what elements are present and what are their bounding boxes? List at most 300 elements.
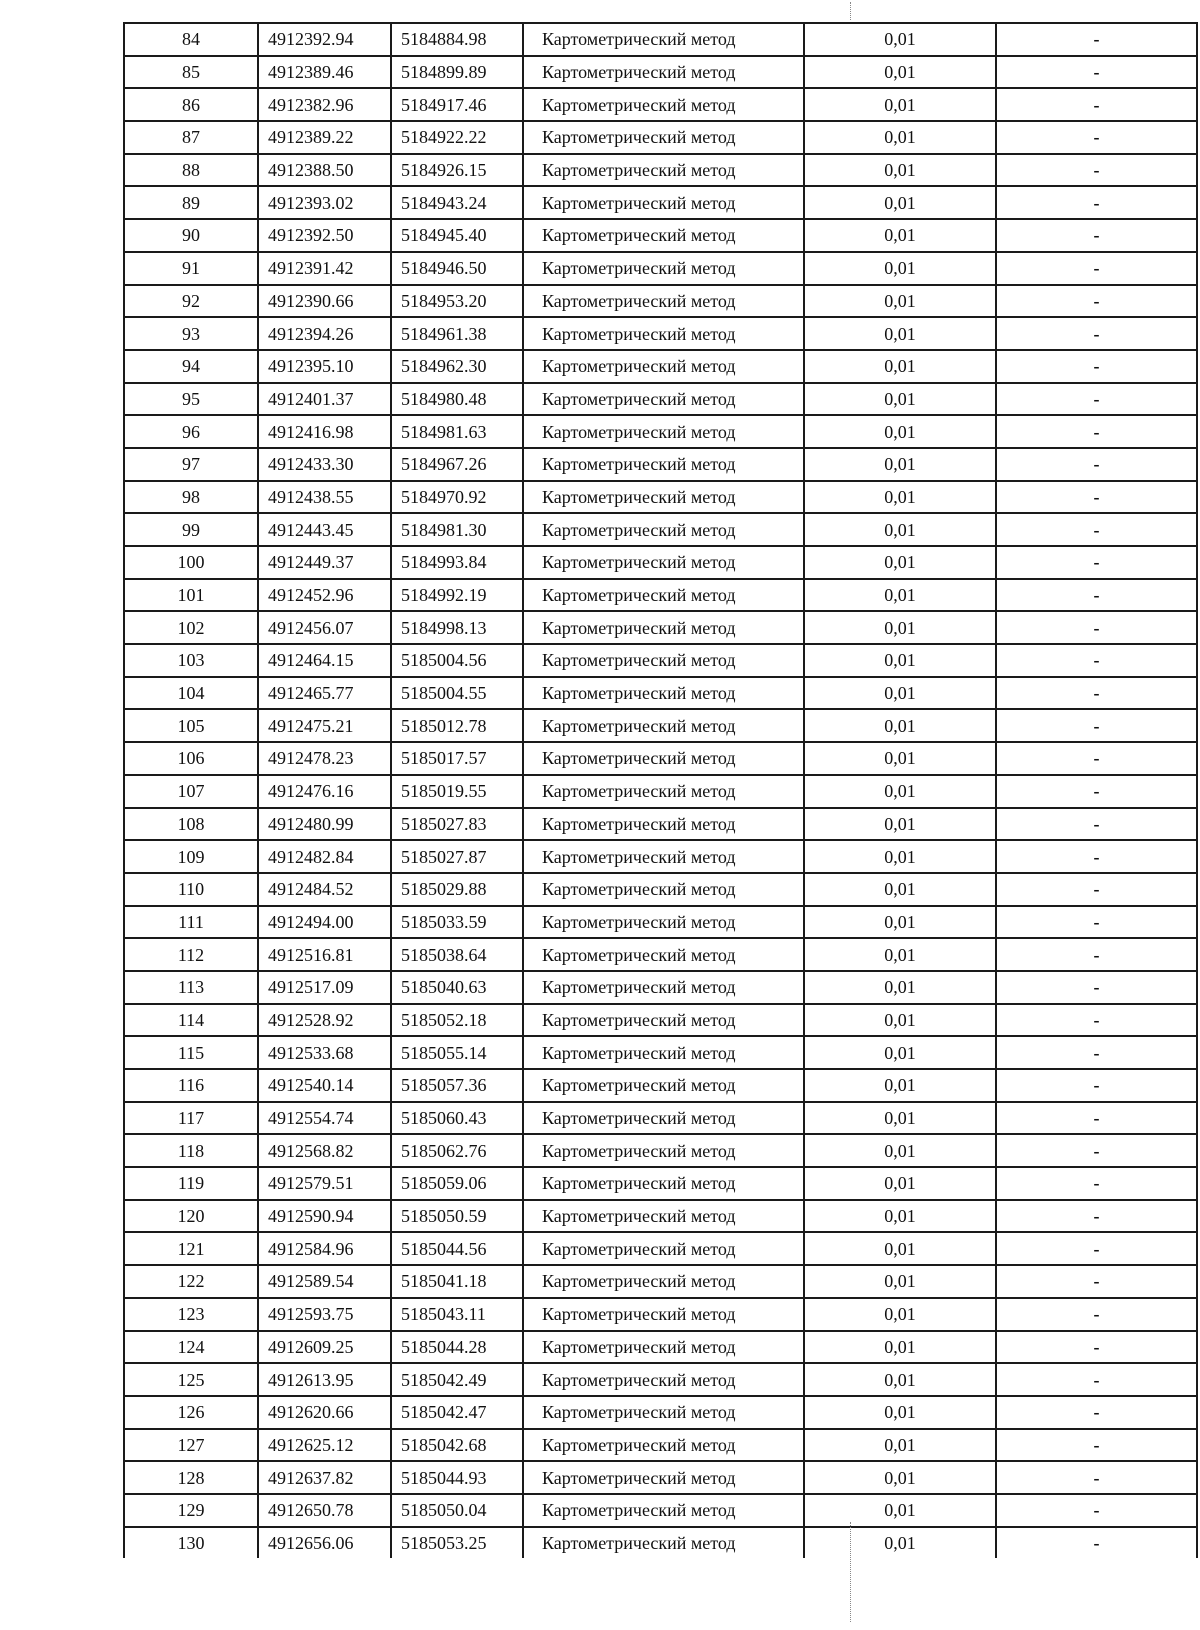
table-row xyxy=(124,971,1197,1004)
table-row xyxy=(124,873,1197,906)
table-row xyxy=(124,219,1197,252)
table-row xyxy=(124,1134,1197,1167)
method-cell: Картометрический метод xyxy=(523,906,804,939)
table-row xyxy=(124,775,1197,808)
method-cell: Картометрический метод xyxy=(523,317,804,350)
y-coordinate-cell: 5184945.40 xyxy=(391,219,523,252)
precision-cell: 0,01 xyxy=(804,186,996,219)
precision-cell: 0,01 xyxy=(804,285,996,318)
point-number-cell: 125 xyxy=(124,1363,258,1396)
method-cell: Картометрический метод xyxy=(523,1200,804,1233)
x-coordinate-cell: 4912392.50 xyxy=(258,219,391,252)
method-cell: Картометрический метод xyxy=(523,481,804,514)
note-cell: - xyxy=(996,1069,1197,1102)
precision-cell: 0,01 xyxy=(804,906,996,939)
y-coordinate-cell: 5185043.11 xyxy=(391,1298,523,1331)
table-row xyxy=(124,1298,1197,1331)
note-cell: - xyxy=(996,1167,1197,1200)
note-cell: - xyxy=(996,742,1197,775)
method-cell: Картометрический метод xyxy=(523,88,804,121)
method-cell: Картометрический метод xyxy=(523,1396,804,1429)
x-coordinate-cell: 4912390.66 xyxy=(258,285,391,318)
method-cell: Картометрический метод xyxy=(523,23,804,56)
y-coordinate-cell: 5184899.89 xyxy=(391,56,523,89)
point-number-cell: 111 xyxy=(124,906,258,939)
point-number-cell: 85 xyxy=(124,56,258,89)
x-coordinate-cell: 4912388.50 xyxy=(258,154,391,187)
point-number-cell: 97 xyxy=(124,448,258,481)
point-number-cell: 100 xyxy=(124,546,258,579)
table-row xyxy=(124,1461,1197,1494)
x-coordinate-cell: 4912590.94 xyxy=(258,1200,391,1233)
table-row xyxy=(124,513,1197,546)
point-number-cell: 87 xyxy=(124,121,258,154)
method-cell: Картометрический метод xyxy=(523,1134,804,1167)
x-coordinate-cell: 4912482.84 xyxy=(258,840,391,873)
method-cell: Картометрический метод xyxy=(523,742,804,775)
note-cell: - xyxy=(996,154,1197,187)
note-cell: - xyxy=(996,1429,1197,1462)
point-number-cell: 93 xyxy=(124,317,258,350)
note-cell: - xyxy=(996,546,1197,579)
method-cell: Картометрический метод xyxy=(523,350,804,383)
precision-cell: 0,01 xyxy=(804,383,996,416)
precision-cell: 0,01 xyxy=(804,56,996,89)
y-coordinate-cell: 5185004.55 xyxy=(391,677,523,710)
table-row xyxy=(124,1527,1197,1559)
method-cell: Картометрический метод xyxy=(523,938,804,971)
table-row xyxy=(124,350,1197,383)
point-number-cell: 92 xyxy=(124,285,258,318)
note-cell: - xyxy=(996,1461,1197,1494)
x-coordinate-cell: 4912391.42 xyxy=(258,252,391,285)
y-coordinate-cell: 5184992.19 xyxy=(391,579,523,612)
x-coordinate-cell: 4912637.82 xyxy=(258,1461,391,1494)
y-coordinate-cell: 5185012.78 xyxy=(391,709,523,742)
precision-cell: 0,01 xyxy=(804,1298,996,1331)
y-coordinate-cell: 5185060.43 xyxy=(391,1102,523,1135)
note-cell: - xyxy=(996,513,1197,546)
x-coordinate-cell: 4912609.25 xyxy=(258,1331,391,1364)
note-cell: - xyxy=(996,1298,1197,1331)
point-number-cell: 123 xyxy=(124,1298,258,1331)
precision-cell: 0,01 xyxy=(804,579,996,612)
point-number-cell: 112 xyxy=(124,938,258,971)
point-number-cell: 91 xyxy=(124,252,258,285)
table-row xyxy=(124,611,1197,644)
point-number-cell: 101 xyxy=(124,579,258,612)
precision-cell: 0,01 xyxy=(804,1134,996,1167)
table-row xyxy=(124,840,1197,873)
precision-cell: 0,01 xyxy=(804,1069,996,1102)
point-number-cell: 105 xyxy=(124,709,258,742)
y-coordinate-cell: 5185033.59 xyxy=(391,906,523,939)
table-row xyxy=(124,1167,1197,1200)
method-cell: Картометрический метод xyxy=(523,1429,804,1462)
note-cell: - xyxy=(996,415,1197,448)
y-coordinate-cell: 5185004.56 xyxy=(391,644,523,677)
method-cell: Картометрический метод xyxy=(523,1069,804,1102)
note-cell: - xyxy=(996,873,1197,906)
y-coordinate-cell: 5185062.76 xyxy=(391,1134,523,1167)
point-number-cell: 106 xyxy=(124,742,258,775)
note-cell: - xyxy=(996,1494,1197,1527)
method-cell: Картометрический метод xyxy=(523,709,804,742)
x-coordinate-cell: 4912650.78 xyxy=(258,1494,391,1527)
y-coordinate-cell: 5185044.56 xyxy=(391,1232,523,1265)
y-coordinate-cell: 5185029.88 xyxy=(391,873,523,906)
x-coordinate-cell: 4912456.07 xyxy=(258,611,391,644)
note-cell: - xyxy=(996,709,1197,742)
method-cell: Картометрический метод xyxy=(523,448,804,481)
precision-cell: 0,01 xyxy=(804,1331,996,1364)
precision-cell: 0,01 xyxy=(804,546,996,579)
method-cell: Картометрический метод xyxy=(523,121,804,154)
table-row xyxy=(124,1232,1197,1265)
method-cell: Картометрический метод xyxy=(523,252,804,285)
x-coordinate-cell: 4912613.95 xyxy=(258,1363,391,1396)
table-row xyxy=(124,481,1197,514)
table-row xyxy=(124,56,1197,89)
x-coordinate-cell: 4912517.09 xyxy=(258,971,391,1004)
point-number-cell: 94 xyxy=(124,350,258,383)
method-cell: Картометрический метод xyxy=(523,1298,804,1331)
method-cell: Картометрический метод xyxy=(523,677,804,710)
precision-cell: 0,01 xyxy=(804,938,996,971)
y-coordinate-cell: 5184981.63 xyxy=(391,415,523,448)
x-coordinate-cell: 4912382.96 xyxy=(258,88,391,121)
method-cell: Картометрический метод xyxy=(523,1036,804,1069)
table-row xyxy=(124,285,1197,318)
method-cell: Картометрический метод xyxy=(523,644,804,677)
method-cell: Картометрический метод xyxy=(523,546,804,579)
y-coordinate-cell: 5185050.59 xyxy=(391,1200,523,1233)
x-coordinate-cell: 4912656.06 xyxy=(258,1527,391,1559)
precision-cell: 0,01 xyxy=(804,448,996,481)
point-number-cell: 121 xyxy=(124,1232,258,1265)
note-cell: - xyxy=(996,1396,1197,1429)
point-number-cell: 86 xyxy=(124,88,258,121)
point-number-cell: 119 xyxy=(124,1167,258,1200)
y-coordinate-cell: 5185019.55 xyxy=(391,775,523,808)
x-coordinate-cell: 4912484.52 xyxy=(258,873,391,906)
point-number-cell: 126 xyxy=(124,1396,258,1429)
table-row xyxy=(124,1102,1197,1135)
precision-cell: 0,01 xyxy=(804,317,996,350)
note-cell: - xyxy=(996,285,1197,318)
y-coordinate-cell: 5184917.46 xyxy=(391,88,523,121)
point-number-cell: 127 xyxy=(124,1429,258,1462)
y-coordinate-cell: 5185057.36 xyxy=(391,1069,523,1102)
table-row xyxy=(124,1069,1197,1102)
note-cell: - xyxy=(996,1134,1197,1167)
table-row xyxy=(124,317,1197,350)
note-cell: - xyxy=(996,1102,1197,1135)
method-cell: Картометрический метод xyxy=(523,285,804,318)
table-row xyxy=(124,579,1197,612)
y-coordinate-cell: 5184943.24 xyxy=(391,186,523,219)
point-number-cell: 102 xyxy=(124,611,258,644)
precision-cell: 0,01 xyxy=(804,415,996,448)
x-coordinate-cell: 4912392.94 xyxy=(258,23,391,56)
method-cell: Картометрический метод xyxy=(523,415,804,448)
table-row xyxy=(124,23,1197,56)
table-row xyxy=(124,1363,1197,1396)
x-coordinate-cell: 4912438.55 xyxy=(258,481,391,514)
note-cell: - xyxy=(996,1527,1197,1559)
method-cell: Картометрический метод xyxy=(523,611,804,644)
note-cell: - xyxy=(996,579,1197,612)
method-cell: Картометрический метод xyxy=(523,383,804,416)
point-number-cell: 104 xyxy=(124,677,258,710)
method-cell: Картометрический метод xyxy=(523,1363,804,1396)
point-number-cell: 120 xyxy=(124,1200,258,1233)
y-coordinate-cell: 5185053.25 xyxy=(391,1527,523,1559)
precision-cell: 0,01 xyxy=(804,742,996,775)
y-coordinate-cell: 5185027.87 xyxy=(391,840,523,873)
method-cell: Картометрический метод xyxy=(523,1232,804,1265)
point-number-cell: 109 xyxy=(124,840,258,873)
precision-cell: 0,01 xyxy=(804,1396,996,1429)
x-coordinate-cell: 4912593.75 xyxy=(258,1298,391,1331)
x-coordinate-cell: 4912443.45 xyxy=(258,513,391,546)
point-number-cell: 108 xyxy=(124,808,258,841)
note-cell: - xyxy=(996,938,1197,971)
point-number-cell: 103 xyxy=(124,644,258,677)
x-coordinate-cell: 4912480.99 xyxy=(258,808,391,841)
note-cell: - xyxy=(996,611,1197,644)
x-coordinate-cell: 4912433.30 xyxy=(258,448,391,481)
precision-cell: 0,01 xyxy=(804,513,996,546)
point-number-cell: 98 xyxy=(124,481,258,514)
y-coordinate-cell: 5185042.47 xyxy=(391,1396,523,1429)
method-cell: Картометрический метод xyxy=(523,154,804,187)
x-coordinate-cell: 4912494.00 xyxy=(258,906,391,939)
y-coordinate-cell: 5184926.15 xyxy=(391,154,523,187)
table-row xyxy=(124,546,1197,579)
table-row xyxy=(124,1396,1197,1429)
point-number-cell: 88 xyxy=(124,154,258,187)
x-coordinate-cell: 4912554.74 xyxy=(258,1102,391,1135)
precision-cell: 0,01 xyxy=(804,1429,996,1462)
x-coordinate-cell: 4912540.14 xyxy=(258,1069,391,1102)
point-number-cell: 124 xyxy=(124,1331,258,1364)
y-coordinate-cell: 5184981.30 xyxy=(391,513,523,546)
method-cell: Картометрический метод xyxy=(523,513,804,546)
note-cell: - xyxy=(996,808,1197,841)
note-cell: - xyxy=(996,23,1197,56)
precision-cell: 0,01 xyxy=(804,1527,996,1559)
precision-cell: 0,01 xyxy=(804,1494,996,1527)
precision-cell: 0,01 xyxy=(804,1167,996,1200)
precision-cell: 0,01 xyxy=(804,644,996,677)
y-coordinate-cell: 5184998.13 xyxy=(391,611,523,644)
scan-dot-mark-bottom xyxy=(850,1522,852,1622)
note-cell: - xyxy=(996,1036,1197,1069)
y-coordinate-cell: 5184922.22 xyxy=(391,121,523,154)
y-coordinate-cell: 5185044.28 xyxy=(391,1331,523,1364)
note-cell: - xyxy=(996,1265,1197,1298)
x-coordinate-cell: 4912475.21 xyxy=(258,709,391,742)
x-coordinate-cell: 4912584.96 xyxy=(258,1232,391,1265)
precision-cell: 0,01 xyxy=(804,121,996,154)
x-coordinate-cell: 4912625.12 xyxy=(258,1429,391,1462)
note-cell: - xyxy=(996,644,1197,677)
note-cell: - xyxy=(996,481,1197,514)
precision-cell: 0,01 xyxy=(804,971,996,1004)
x-coordinate-cell: 4912589.54 xyxy=(258,1265,391,1298)
point-number-cell: 128 xyxy=(124,1461,258,1494)
x-coordinate-cell: 4912464.15 xyxy=(258,644,391,677)
table-row xyxy=(124,1429,1197,1462)
y-coordinate-cell: 5185044.93 xyxy=(391,1461,523,1494)
y-coordinate-cell: 5185027.83 xyxy=(391,808,523,841)
note-cell: - xyxy=(996,1363,1197,1396)
table-row xyxy=(124,1036,1197,1069)
method-cell: Картометрический метод xyxy=(523,1331,804,1364)
point-number-cell: 89 xyxy=(124,186,258,219)
method-cell: Картометрический метод xyxy=(523,873,804,906)
method-cell: Картометрический метод xyxy=(523,1265,804,1298)
method-cell: Картометрический метод xyxy=(523,1461,804,1494)
note-cell: - xyxy=(996,906,1197,939)
note-cell: - xyxy=(996,448,1197,481)
table-row xyxy=(124,448,1197,481)
y-coordinate-cell: 5185017.57 xyxy=(391,742,523,775)
x-coordinate-cell: 4912620.66 xyxy=(258,1396,391,1429)
note-cell: - xyxy=(996,1200,1197,1233)
method-cell: Картометрический метод xyxy=(523,775,804,808)
y-coordinate-cell: 5185041.18 xyxy=(391,1265,523,1298)
method-cell: Картометрический метод xyxy=(523,1494,804,1527)
note-cell: - xyxy=(996,1331,1197,1364)
x-coordinate-cell: 4912476.16 xyxy=(258,775,391,808)
table-row xyxy=(124,1200,1197,1233)
precision-cell: 0,01 xyxy=(804,611,996,644)
y-coordinate-cell: 5185040.63 xyxy=(391,971,523,1004)
y-coordinate-cell: 5184980.48 xyxy=(391,383,523,416)
x-coordinate-cell: 4912478.23 xyxy=(258,742,391,775)
table-row xyxy=(124,121,1197,154)
method-cell: Картометрический метод xyxy=(523,971,804,1004)
x-coordinate-cell: 4912394.26 xyxy=(258,317,391,350)
table-row xyxy=(124,383,1197,416)
note-cell: - xyxy=(996,1232,1197,1265)
table-row xyxy=(124,1265,1197,1298)
table-row xyxy=(124,677,1197,710)
precision-cell: 0,01 xyxy=(804,1102,996,1135)
table-row xyxy=(124,415,1197,448)
point-number-cell: 90 xyxy=(124,219,258,252)
precision-cell: 0,01 xyxy=(804,350,996,383)
method-cell: Картометрический метод xyxy=(523,808,804,841)
method-cell: Картометрический метод xyxy=(523,1527,804,1559)
precision-cell: 0,01 xyxy=(804,154,996,187)
method-cell: Картометрический метод xyxy=(523,56,804,89)
precision-cell: 0,01 xyxy=(804,840,996,873)
point-number-cell: 99 xyxy=(124,513,258,546)
point-number-cell: 130 xyxy=(124,1527,258,1559)
y-coordinate-cell: 5185050.04 xyxy=(391,1494,523,1527)
point-number-cell: 113 xyxy=(124,971,258,1004)
y-coordinate-cell: 5184970.92 xyxy=(391,481,523,514)
precision-cell: 0,01 xyxy=(804,873,996,906)
precision-cell: 0,01 xyxy=(804,23,996,56)
y-coordinate-cell: 5184884.98 xyxy=(391,23,523,56)
precision-cell: 0,01 xyxy=(804,1004,996,1037)
x-coordinate-cell: 4912449.37 xyxy=(258,546,391,579)
note-cell: - xyxy=(996,840,1197,873)
precision-cell: 0,01 xyxy=(804,1461,996,1494)
note-cell: - xyxy=(996,1004,1197,1037)
precision-cell: 0,01 xyxy=(804,252,996,285)
note-cell: - xyxy=(996,121,1197,154)
precision-cell: 0,01 xyxy=(804,808,996,841)
table-row xyxy=(124,808,1197,841)
point-number-cell: 129 xyxy=(124,1494,258,1527)
table-row xyxy=(124,1331,1197,1364)
point-number-cell: 84 xyxy=(124,23,258,56)
precision-cell: 0,01 xyxy=(804,219,996,252)
x-coordinate-cell: 4912465.77 xyxy=(258,677,391,710)
coordinates-table xyxy=(123,22,1198,1558)
table-row xyxy=(124,906,1197,939)
note-cell: - xyxy=(996,971,1197,1004)
method-cell: Картометрический метод xyxy=(523,1102,804,1135)
precision-cell: 0,01 xyxy=(804,1265,996,1298)
note-cell: - xyxy=(996,219,1197,252)
precision-cell: 0,01 xyxy=(804,677,996,710)
point-number-cell: 114 xyxy=(124,1004,258,1037)
point-number-cell: 115 xyxy=(124,1036,258,1069)
note-cell: - xyxy=(996,350,1197,383)
x-coordinate-cell: 4912389.46 xyxy=(258,56,391,89)
point-number-cell: 117 xyxy=(124,1102,258,1135)
note-cell: - xyxy=(996,252,1197,285)
table-row xyxy=(124,709,1197,742)
method-cell: Картометрический метод xyxy=(523,840,804,873)
coordinates-table-body xyxy=(124,23,1197,1558)
table-row xyxy=(124,644,1197,677)
method-cell: Картометрический метод xyxy=(523,219,804,252)
point-number-cell: 107 xyxy=(124,775,258,808)
y-coordinate-cell: 5185042.68 xyxy=(391,1429,523,1462)
precision-cell: 0,01 xyxy=(804,1200,996,1233)
y-coordinate-cell: 5184953.20 xyxy=(391,285,523,318)
precision-cell: 0,01 xyxy=(804,775,996,808)
x-coordinate-cell: 4912395.10 xyxy=(258,350,391,383)
y-coordinate-cell: 5185052.18 xyxy=(391,1004,523,1037)
point-number-cell: 95 xyxy=(124,383,258,416)
x-coordinate-cell: 4912579.51 xyxy=(258,1167,391,1200)
x-coordinate-cell: 4912533.68 xyxy=(258,1036,391,1069)
scan-dot-mark-top xyxy=(850,2,852,20)
note-cell: - xyxy=(996,317,1197,350)
note-cell: - xyxy=(996,88,1197,121)
table-row xyxy=(124,938,1197,971)
x-coordinate-cell: 4912389.22 xyxy=(258,121,391,154)
method-cell: Картометрический метод xyxy=(523,186,804,219)
y-coordinate-cell: 5184967.26 xyxy=(391,448,523,481)
x-coordinate-cell: 4912416.98 xyxy=(258,415,391,448)
x-coordinate-cell: 4912452.96 xyxy=(258,579,391,612)
y-coordinate-cell: 5185059.06 xyxy=(391,1167,523,1200)
y-coordinate-cell: 5185042.49 xyxy=(391,1363,523,1396)
note-cell: - xyxy=(996,775,1197,808)
y-coordinate-cell: 5184961.38 xyxy=(391,317,523,350)
y-coordinate-cell: 5185038.64 xyxy=(391,938,523,971)
table-row xyxy=(124,186,1197,219)
